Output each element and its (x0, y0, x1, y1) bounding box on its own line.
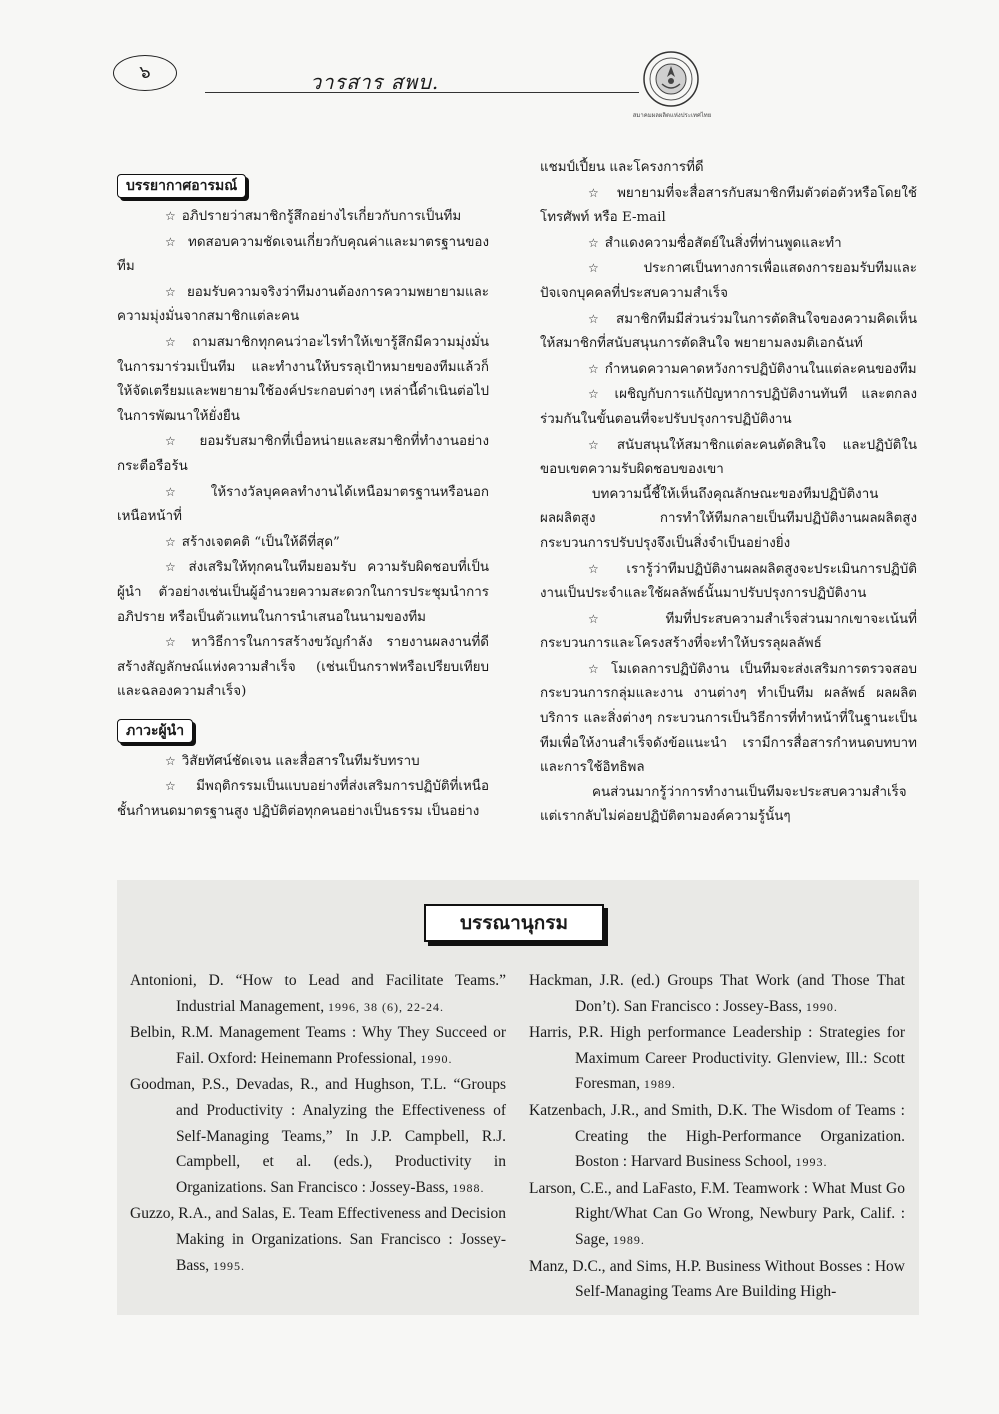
bullet-item (117, 555, 489, 630)
bullet-item (540, 557, 917, 607)
bullet-text: มีพฤติกรรมเป็นแบบอย่างที่ส่งเสริมการปฏิบัติที่เหนือชั้นกำหนดมาตรฐานสูง ปฏิบัติต่อทุกคนอย่างเป็นธรรม เป็นอย่าง (117, 779, 489, 820)
bullet-text: อภิปรายว่าสมาชิกรู้สึกอย่างไรเกี่ยวกับการเป็นทีม (181, 209, 462, 224)
bullet-text: เรารู้ว่าทีมปฏิบัติงานผลผลิตสูงจะประเมินการปฏิบัติงานเป็นประจำและใช้ผลลัพธ์นั้นมาปรับปรุงการปฏิบัติงาน (540, 561, 917, 602)
star-bullet-icon: ☆ (588, 611, 660, 626)
bullet-item (117, 230, 489, 280)
reference-entry (130, 968, 506, 1020)
reference-year: 1990. (420, 1051, 453, 1066)
section-heading-leadership: ภาวะผู้นำ (117, 719, 193, 743)
bullet-text: สมาชิกทีมมีส่วนร่วมในการตัดสินใจของความคิดเห็นให้สมาชิกที่สนับสนุนการตัดสินใจ พยายามลงมติเอกฉันท์ (540, 311, 917, 352)
reference-text: Harris, P.R. High performance Leadership : Strategies for Maximum Career Productivity. Glenview, Ill.: Scott Foresman, (529, 1024, 905, 1093)
reference-entry (130, 1020, 506, 1072)
bullet-text: สำแดงความซื่อสัตย์ในสิ่งที่ท่านพูดและทำ (604, 235, 842, 251)
bullet-text: กำหนดความคาดหวังการปฏิบัติงานในแต่ละคนของทีม (604, 361, 917, 377)
left-column (117, 170, 489, 825)
bullet-item (117, 749, 489, 775)
star-bullet-icon: ☆ (588, 261, 638, 276)
continuation-text: แชมป์เปี้ยน และโครงการที่ดี (540, 160, 704, 175)
star-bullet-icon: ☆ (165, 779, 191, 794)
bullet-item (117, 429, 489, 479)
reference-text: Belbin, R.M. Management Teams : Why They Succeed or Fail. Oxford: Heinemann Professional, (130, 1024, 506, 1067)
bullet-text: ยอมรับความจริงว่าทีมงานต้องการความพยายามและความมุ่งมั่นจากสมาชิกแต่ละคน (117, 284, 489, 325)
star-bullet-icon: ☆ (165, 635, 186, 650)
bullet-text: ประกาศเป็นทางการเพื่อแสดงการยอมรับทีมและปัจเจกบุคคลที่ประสบความสำเร็จ (540, 261, 917, 301)
section-heading-atmosphere: บรรยากาศอารมณ์ (117, 174, 246, 198)
reference-entry (529, 1020, 905, 1098)
journal-title: วารสาร สพบ. (310, 70, 440, 94)
bullet-text: โมเดลการปฏิบัติงาน เป็นทีมจะส่งเสริมการตรวจสอบกระบวนการกลุ่มและงาน งานต่างๆ ทำเป็นทีม ผลลัพธ์ ผลผลิต บริการ และสิ่งต่างๆ กระบวนการเป็นวิธีการที่ทำหน้าที่ในฐานะเป็นทีมเพื่อให้งานสำเร็จดังข้อแนะนำ เรามีการสื่อสารกำหนดบทบาท และการใช้อิทธิพล (540, 661, 917, 776)
bullet-item (117, 280, 489, 330)
reference-entry (130, 1201, 506, 1279)
bullet-text: ทดสอบความชัดเจนเกี่ยวกับคุณค่าและมาตรฐานของทีม (117, 234, 489, 275)
bullet-item (540, 382, 917, 432)
reference-entry (529, 1176, 905, 1254)
reference-entry (529, 968, 905, 1020)
star-bullet-icon: ☆ (165, 209, 176, 223)
bullet-text: วิสัยทัศน์ชัดเจน และสื่อสารในทีมรับทราบ (181, 753, 420, 769)
association-seal-icon (642, 50, 700, 108)
reference-text: Manz, D.C., and Sims, H.P. Business Without Bosses : How Self-Managing Teams Are Building High- (529, 1257, 905, 1301)
star-bullet-icon: ☆ (165, 434, 194, 449)
bullet-text: พยายามที่จะสื่อสารกับสมาชิกทีมตัวต่อตัวหรือโดยใช้โทรศัพท์ หรือ E-mail (540, 185, 917, 226)
reference-text: Larson, C.E., and LaFasto, F.M. Teamwork : What Must Go Right/What Can Go Wrong, Newbury Park, Calif. : Sage, (529, 1179, 905, 1248)
reference-entry (130, 1072, 506, 1201)
seal-caption: สมาคมผลผลิตแห่งประเทศไทย (632, 112, 712, 119)
star-bullet-icon: ☆ (588, 311, 611, 326)
reference-year: 1989. (612, 1232, 645, 1247)
paragraph-summary: บทความนี้ชี้ให้เห็นถึงคุณลักษณะของทีมปฏิบัติงานผลผลิตสูง การทำให้ทีมกลายเป็นทีมปฏิบัติงานผลผลิตสูง กระบวนการปรับปรุงจึงเป็นสิ่งจำเป็นอย่างยิ่ง (540, 486, 917, 551)
reference-year: 1988. (452, 1180, 485, 1195)
bibliography-left-column (130, 968, 506, 1279)
reference-year: 1995. (213, 1258, 246, 1273)
bullet-text: ถามสมาชิกทุกคนว่าอะไรทำให้เขารู้สึกมีความมุ่งมั่นในการมาร่วมเป็นทีม และทำงานให้บรรลุเป้าหมายของทีมแล้วก็ให้จัดเตรียมและพยายามใช้องค์ประกอบต่างๆ เหล่านี้ดำเนินต่อไปในการพัฒนาให้ยั่งยืน (117, 334, 489, 424)
bullet-item (540, 433, 917, 483)
bullet-item (540, 181, 917, 231)
star-bullet-icon: ☆ (165, 753, 176, 768)
star-bullet-icon: ☆ (588, 437, 611, 452)
star-bullet-icon: ☆ (588, 185, 612, 200)
bullet-item (540, 607, 917, 657)
bullet-text: ยอมรับสมาชิกที่เบื่อหน่ายและสมาชิกที่ทำงานอย่างกระตือรือร้น (117, 434, 489, 474)
bullet-item (117, 530, 489, 556)
star-bullet-icon: ☆ (588, 387, 609, 402)
bullet-item (540, 657, 917, 781)
bullet-text: เผชิญกับการแก้ปัญหาการปฏิบัติงานทันที และตกลงร่วมกันในขั้นตอนที่จะปรับปรุงการปฏิบัติงาน (540, 387, 917, 427)
bibliography-heading: บรรณานุกรม (424, 904, 604, 942)
header-rule (205, 92, 639, 93)
bullet-text: สร้างเจตคติ “เป็นให้ดีที่สุด” (181, 534, 340, 550)
star-bullet-icon: ☆ (588, 561, 621, 576)
bullet-text: หาวิธีการในการสร้างขวัญกำลัง รายงานผลงานที่ดีสร้างสัญลักษณ์แห่งความสำเร็จ (เช่นเป็นกราฟหรือเปรียบเทียบและฉลองความสำเร็จ) (117, 635, 489, 700)
reference-text: Antonioni, D. “How to Lead and Facilitate Teams.” Industrial Management, (130, 972, 506, 1015)
star-bullet-icon: ☆ (165, 484, 205, 499)
reference-text: Hackman, J.R. (ed.) Groups That Work (and Those That Don’t). San Francisco : Jossey-Bass, (529, 972, 905, 1015)
bullet-item (117, 480, 489, 530)
star-bullet-icon: ☆ (165, 284, 181, 299)
bullet-text: ให้รางวัลบุคคลทำงานได้เหนือมาตรฐานหรือนอกเหนือหน้าที่ (117, 484, 489, 525)
star-bullet-icon: ☆ (165, 534, 176, 549)
bullet-item (117, 330, 489, 429)
bibliography-right-column (529, 968, 905, 1306)
bullet-text: ส่งเสริมให้ทุกคนในทีมยอมรับ ความรับผิดชอบที่เป็นผู้นำ ตัวอย่างเช่นเป็นผู้อำนวยความสะดวกในการประชุมนำการอภิปราย หรือเป็นตัวแทนในการนำเสนอในนามของทีม (117, 560, 489, 625)
bullet-item (117, 774, 489, 824)
reference-year: 1996, 38 (6), 22-24. (327, 999, 444, 1014)
reference-text: Katzenbach, J.R., and Smith, D.K. The Wisdom of Teams : Creating the High-Performance Organization. Boston : Harvard Business School, (529, 1101, 905, 1171)
star-bullet-icon: ☆ (588, 235, 599, 250)
reference-text: Goodman, P.S., Devadas, R., and Hughson, T.L. “Groups and Productivity : Analyzing the Effectiveness of Self-Managing Teams,” In J.P. Campbell, R.J. Campbell, et al. (eds.), Productivity in Organizations. San Francisco : Jossey-Bass, (130, 1076, 506, 1196)
paragraph-conclusion: คนส่วนมากรู้ว่าการทำงานเป็นทีมจะประสบความสำเร็จแต่เรากลับไม่ค่อยปฏิบัติตามองค์ความรู้นั้นๆ (540, 784, 907, 825)
star-bullet-icon: ☆ (165, 234, 182, 249)
bullet-item (540, 256, 917, 306)
right-column (540, 156, 917, 830)
reference-entry (529, 1098, 905, 1176)
star-bullet-icon: ☆ (588, 661, 606, 676)
bullet-item (117, 204, 489, 230)
reference-year: 1990. (805, 999, 838, 1014)
star-bullet-icon: ☆ (165, 560, 183, 575)
bullet-item (117, 630, 489, 705)
bullet-text: ทีมที่ประสบความสำเร็จส่วนมากเขาจะเน้นที่กระบวนการและโครงสร้างที่จะทำให้บรรลุผลลัพธ์ (540, 611, 917, 652)
reference-text: Guzzo, R.A., and Salas, E. Team Effectiveness and Decision Making in Organizations. San Francisco : Jossey-Bass, (130, 1205, 506, 1274)
reference-year: 1989. (643, 1077, 676, 1092)
reference-entry (529, 1254, 905, 1306)
bullet-item (540, 231, 917, 257)
bullet-item (540, 357, 917, 383)
reference-year: 1993. (795, 1155, 828, 1170)
star-bullet-icon: ☆ (588, 361, 599, 376)
bullet-text: สนับสนุนให้สมาชิกแต่ละคนตัดสินใจ และปฏิบัติในขอบเขตความรับผิดชอบของเขา (540, 437, 917, 478)
page-number: ๖ (113, 55, 177, 91)
star-bullet-icon: ☆ (165, 334, 187, 349)
bullet-item (540, 307, 917, 357)
